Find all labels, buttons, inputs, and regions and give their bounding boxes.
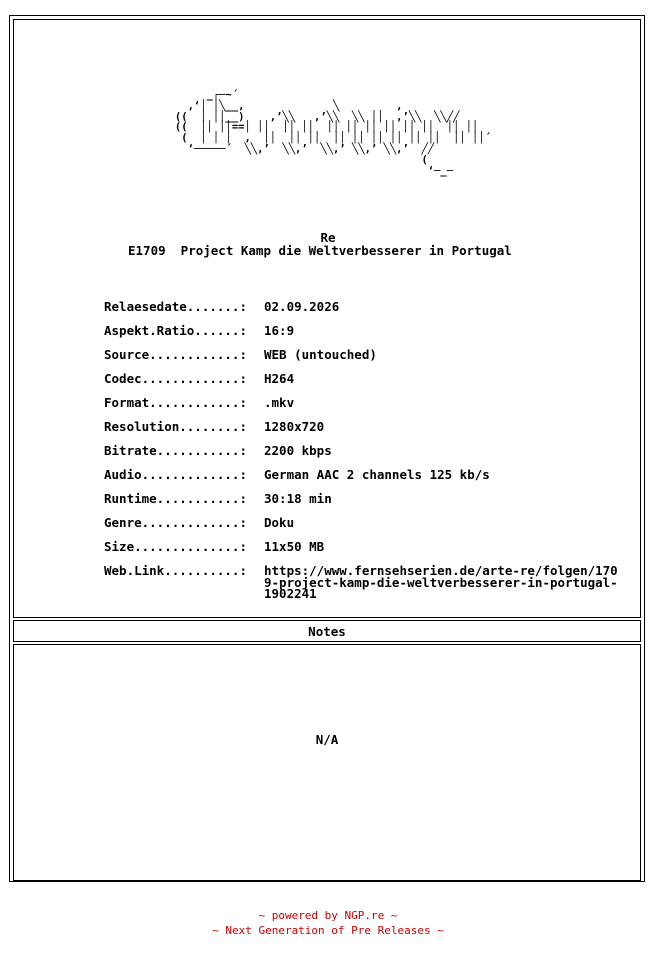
nfo-outer-frame [9,15,645,882]
info-value: 16:9 [264,323,295,338]
info-value: 02.09.2026 [264,299,340,314]
info-row-size [104,541,624,565]
footer-tagline: ~ Next Generation of Pre Releases ~ [212,924,444,937]
info-row-weblink [104,563,624,601]
info-key: Runtime...........: [104,491,247,506]
footer [0,908,656,938]
info-key: Genre.............: [104,515,247,530]
release-title: E1709 Project Kamp die Weltverbesserer in Portugal [128,243,512,258]
release-group: Re [320,230,336,245]
info-value: .mkv [264,395,295,410]
weblink-url[interactable]: https://www.fernsehserien.de/arte-re/folgen/1709-project-kamp-die-weltverbesserer-in-portugal-1902241 [264,563,618,601]
info-row-bitrate [104,445,624,469]
info-value: 30:18 min [264,491,332,506]
info-key: Bitrate...........: [104,443,247,458]
info-row-source [104,349,624,373]
info-key: Audio.............: [104,467,247,482]
info-row-releasedate [104,301,624,325]
ascii-logo: _┌─~´ ,‘│ │╲__, ╲ , (( │ ││__) ,’╲╲ ,’╲╲ ╲╲ ││ ,’╲╲ ╲╲╱╱ (( ││ ││==│ ││ ││ ││ ││ ││ ││ ││ ││ ││ ││ ││ ( │ │ │ , ││ ││ ││ ││ ││ ││ ││ ││ ││ ││ ││´ ‘─────´ ╲╲,’ ╲╲,’ ╲╲,’ ╲╲,’ ╲╲,’ ╱╱ ( ‘─_─ [174,89,492,177]
info-value: Doku [264,515,295,530]
info-key: Format............: [104,395,247,410]
info-key: Web.Link..........: [104,563,247,578]
info-key: Resolution........: [104,419,247,434]
info-value: German AAC 2 channels 125 kb/s [264,467,490,482]
info-row-aspect-ratio [104,325,624,349]
info-row-resolution [104,421,624,445]
info-row-genre [104,517,624,541]
notes-title: Notes [308,624,346,639]
info-key: Size..............: [104,539,247,554]
info-key: Source............: [104,347,247,362]
release-info-panel [13,19,641,618]
info-value: 2200 kbps [264,443,332,458]
info-key: Aspekt.Ratio......: [104,323,247,338]
notes-panel [13,644,641,881]
info-key: Codec.............: [104,371,247,386]
info-value: H264 [264,371,295,386]
info-value: 1280x720 [264,419,325,434]
info-value: WEB (untouched) [264,347,377,362]
info-row-codec [104,373,624,397]
notes-text: N/A [315,732,339,747]
info-key: Relaesedate.......: [104,299,247,314]
release-info-table [104,299,624,601]
footer-powered-by: ~ powered by NGP.re ~ [258,909,398,922]
info-row-runtime [104,493,624,517]
notes-header [13,620,641,642]
info-row-audio [104,469,624,493]
info-row-format [104,397,624,421]
info-value: 11x50 MB [264,539,325,554]
